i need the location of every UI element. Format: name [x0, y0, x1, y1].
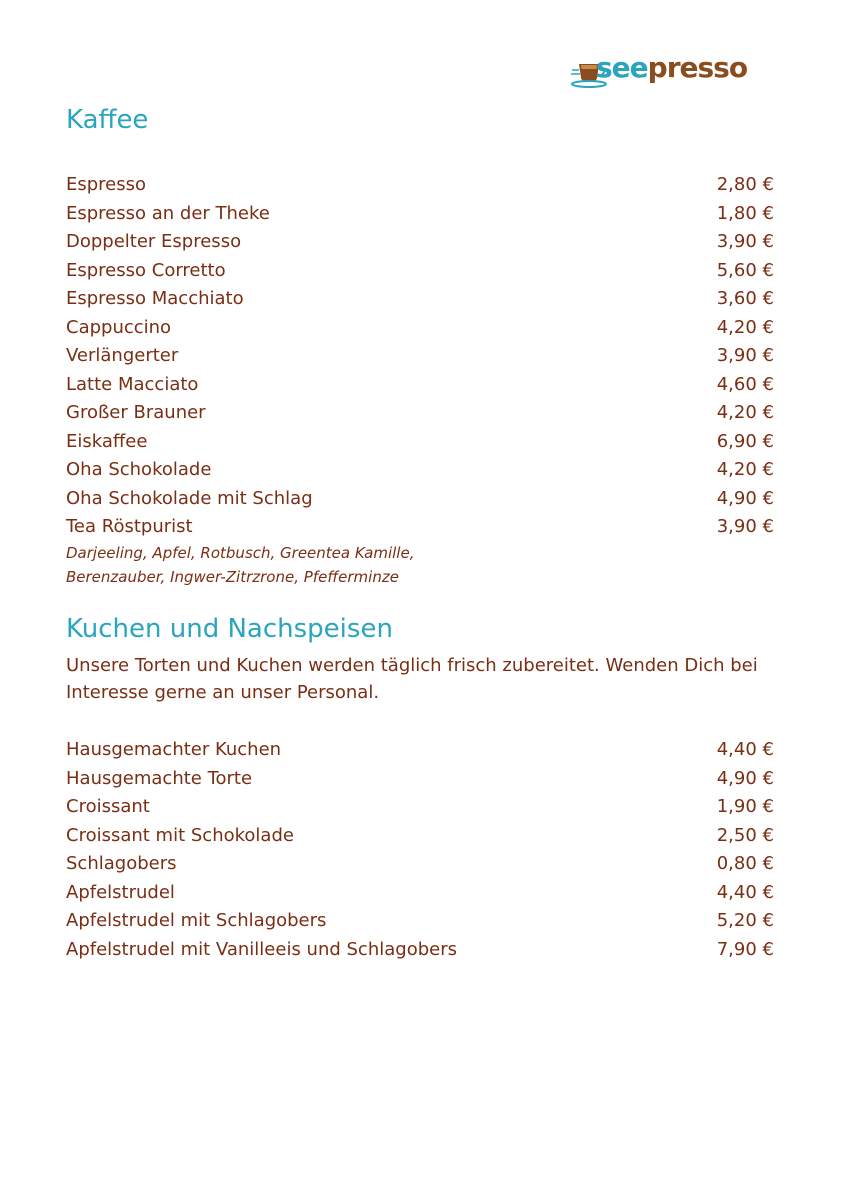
item-name: Oha Schokolade mit Schlag	[66, 487, 313, 509]
item-name: Apfelstrudel mit Vanilleeis und Schlagobers	[66, 938, 457, 960]
item-price: 7,90 €	[716, 938, 774, 960]
item-name: Cappuccino	[66, 316, 172, 338]
menu-item	[66, 879, 774, 908]
item-price: 4,90 €	[716, 767, 774, 789]
menu-item	[66, 907, 774, 936]
item-name: Oha Schokolade	[66, 459, 212, 480]
intro-line: Interesse gerne an unser Personal.	[66, 682, 380, 703]
logo-wordmark	[596, 50, 747, 86]
menu-item	[66, 314, 774, 343]
item-name: Verlängerter	[66, 345, 179, 366]
item-price: 1,80 €	[716, 202, 774, 224]
item-price: 4,40 €	[716, 881, 774, 903]
item-price: 2,80 €	[716, 174, 774, 195]
item-name: Apfelstrudel	[66, 881, 175, 903]
item-name: Großer Brauner	[66, 402, 206, 423]
menu-item	[66, 485, 774, 514]
section-title-kaffee: Kaffee	[66, 105, 149, 135]
item-price: 4,90 €	[716, 487, 774, 509]
item-price: 3,90 €	[716, 231, 774, 252]
menu-item	[66, 456, 774, 485]
item-name: Apfelstrudel mit Schlagobers	[66, 910, 327, 931]
item-price: 3,60 €	[716, 288, 774, 309]
tea-note-line: Berenzauber, Ingwer-Zitrzrone, Pfefferminze	[66, 568, 399, 586]
item-price: 0,80 €	[716, 853, 774, 874]
item-name: Espresso	[66, 174, 147, 195]
item-name: Croissant	[66, 796, 150, 817]
menu-item	[66, 793, 774, 822]
item-price: 5,20 €	[716, 910, 774, 931]
kaffee-menu-list	[66, 171, 774, 542]
section-title-kuchen: Kuchen und Nachspeisen	[66, 614, 393, 644]
item-name: Hausgemachter Kuchen	[66, 739, 282, 760]
item-price: 4,60 €	[716, 373, 774, 395]
item-name: Eiskaffee	[66, 430, 148, 452]
menu-item	[66, 228, 774, 257]
item-name: Espresso an der Theke	[66, 202, 270, 224]
item-name: Doppelter Espresso	[66, 231, 242, 252]
menu-item	[66, 371, 774, 400]
item-name: Espresso Macchiato	[66, 288, 244, 309]
item-price: 4,40 €	[716, 739, 774, 760]
item-price: 4,20 €	[716, 459, 774, 480]
menu-item	[66, 513, 774, 542]
kuchen-menu-list	[66, 736, 774, 964]
menu-item	[66, 257, 774, 286]
item-price: 6,90 €	[716, 430, 774, 452]
item-name: Latte Macciato	[66, 373, 199, 395]
item-price: 2,50 €	[716, 824, 774, 846]
logo-presso-text: presso	[647, 51, 748, 84]
seepresso-logo	[570, 50, 750, 92]
menu-item	[66, 736, 774, 765]
tea-note-line: Darjeeling, Apfel, Rotbusch, Greentea Kamille,	[66, 544, 415, 562]
menu-item	[66, 342, 774, 371]
item-price: 1,90 €	[716, 796, 774, 817]
menu-item	[66, 822, 774, 851]
menu-item	[66, 765, 774, 794]
item-name: Tea Röstpurist	[66, 516, 193, 537]
item-price: 5,60 €	[716, 259, 774, 281]
menu-item	[66, 200, 774, 229]
item-price: 3,90 €	[716, 516, 774, 537]
item-name: Croissant mit Schokolade	[66, 824, 294, 846]
item-price: 4,20 €	[716, 402, 774, 423]
tea-varieties-note	[66, 541, 414, 589]
menu-item	[66, 936, 774, 965]
kuchen-intro-text	[66, 652, 778, 706]
menu-item	[66, 171, 774, 200]
item-price: 3,90 €	[716, 345, 774, 366]
item-price: 4,20 €	[716, 316, 774, 338]
menu-item	[66, 285, 774, 314]
logo-see-text: see	[596, 51, 648, 84]
intro-line: Unsere Torten und Kuchen werden täglich frisch zubereitet. Wenden Dich bei	[66, 655, 758, 676]
item-name: Espresso Corretto	[66, 259, 226, 281]
item-name: Hausgemachte Torte	[66, 767, 253, 789]
menu-item	[66, 428, 774, 457]
item-name: Schlagobers	[66, 853, 177, 874]
menu-item	[66, 850, 774, 879]
menu-item	[66, 399, 774, 428]
